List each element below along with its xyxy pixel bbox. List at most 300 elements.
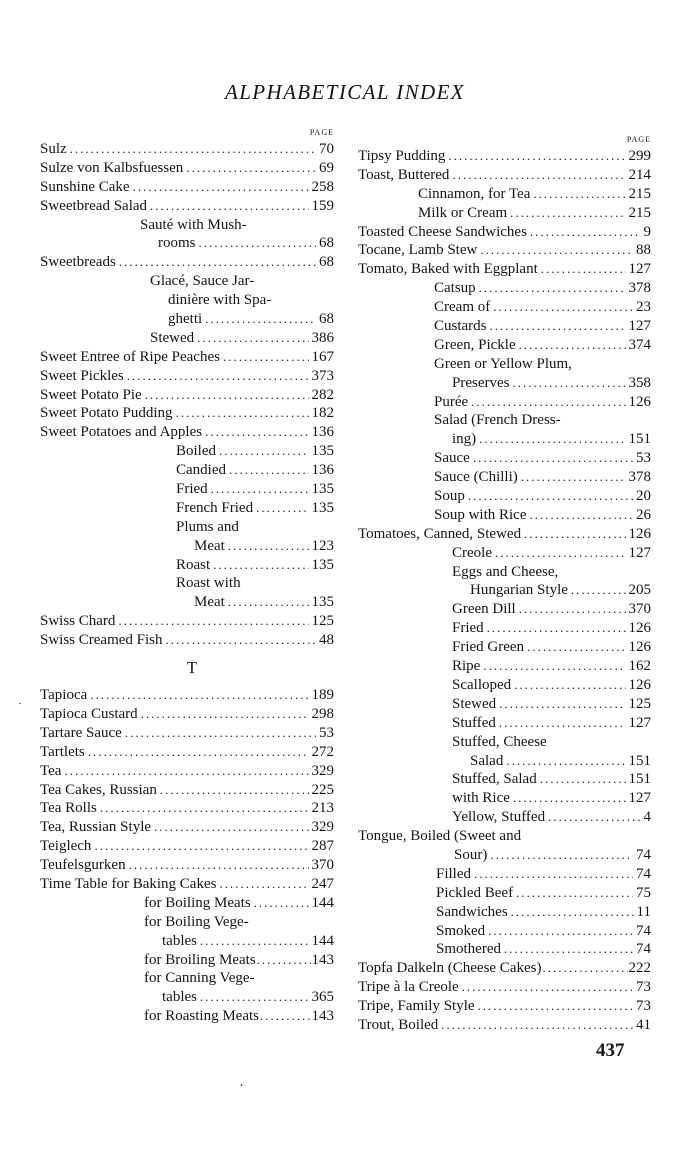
- dot-leader: [571, 581, 626, 600]
- entry-text: with Rice: [452, 790, 510, 807]
- entry-text: Tea Cakes, Russian: [40, 781, 157, 798]
- index-entry: [40, 253, 334, 272]
- entry-page-number: 287: [311, 838, 334, 855]
- entry-page-number: 299: [628, 148, 651, 164]
- index-entry: [358, 147, 651, 166]
- dot-leader: [228, 537, 309, 556]
- index-entry: [358, 468, 651, 487]
- dot-leader: [254, 894, 309, 913]
- entry-text: Plums and: [176, 518, 239, 535]
- index-entry: [358, 922, 651, 941]
- index-entry: [40, 197, 334, 216]
- index-entry: [40, 348, 334, 367]
- index-entry: [40, 612, 334, 631]
- index-entry: [358, 449, 651, 468]
- index-entry: [358, 619, 651, 638]
- entry-page-number: 143: [311, 1008, 334, 1025]
- entry-page-number: 41: [636, 1016, 651, 1033]
- index-entry: [40, 386, 334, 405]
- entry-page-number: 136: [311, 424, 334, 441]
- dot-leader: [519, 600, 626, 619]
- dot-leader: [473, 449, 633, 468]
- entry-text: Catsup: [434, 280, 476, 297]
- index-entry: [358, 185, 651, 204]
- entry-text: for Boiling Meats: [144, 894, 251, 911]
- entry-text: Topfa Dalkeln (Cheese Cakes): [358, 960, 542, 977]
- dot-leader: [487, 619, 626, 638]
- index-entry: [358, 997, 651, 1016]
- entry-page-number: 151: [628, 771, 651, 788]
- entry-text: Tripe, Family Style: [358, 998, 475, 1015]
- entry-page-number: 215: [628, 204, 651, 221]
- entry-text: Time Table for Baking Cakes: [40, 875, 217, 892]
- entry-text: Preserves: [452, 374, 510, 391]
- entry-page-number: 126: [628, 393, 651, 410]
- entry-text: tables: [162, 989, 197, 1006]
- dot-leader: [478, 997, 633, 1016]
- entry-text: Stewed: [452, 695, 497, 712]
- dot-leader: [541, 260, 626, 279]
- entry-page-number: 11: [636, 903, 651, 920]
- entry-text: dinière with Spa-: [168, 292, 272, 309]
- entry-page-number: 162: [628, 658, 651, 675]
- entry-page-number: 386: [311, 329, 334, 346]
- dot-leader: [200, 932, 309, 951]
- index-entry: [358, 317, 651, 336]
- index-entry: [40, 537, 334, 556]
- entry-text: Sweetbread Salad: [40, 197, 148, 214]
- index-entry: [40, 951, 334, 970]
- dot-leader: [468, 487, 633, 506]
- entry-text: Pickled Beef: [436, 884, 514, 901]
- index-entries-left: [40, 140, 334, 1026]
- entry-page-number: 127: [628, 261, 651, 278]
- entry-text: Cinnamon, for Tea: [418, 185, 531, 202]
- dot-leader: [199, 234, 317, 253]
- entry-page-number: 298: [311, 705, 334, 722]
- entry-page-number: 143: [311, 951, 334, 968]
- index-entry: [358, 676, 651, 695]
- dot-leader: [504, 940, 633, 959]
- entry-page-number: 167: [311, 348, 334, 365]
- entry-text: Eggs and Cheese,: [452, 563, 559, 580]
- index-entry: [40, 875, 334, 894]
- dot-leader: [524, 525, 625, 544]
- index-entry: [40, 499, 334, 518]
- index-entry: [358, 600, 651, 619]
- entry-page-number: 374: [628, 336, 651, 353]
- entry-page-number: 225: [311, 781, 334, 798]
- index-entry: [358, 940, 651, 959]
- entry-text: Toast, Buttered: [358, 166, 450, 183]
- entry-page-number: 127: [628, 790, 651, 807]
- entry-page-number: 53: [319, 724, 334, 741]
- entry-text: Tomatoes, Canned, Stewed: [358, 525, 522, 542]
- entry-text: Smoked: [436, 922, 486, 939]
- entry-page-number: 378: [628, 469, 651, 486]
- dot-leader: [205, 310, 316, 329]
- entry-text: Sour): [454, 846, 488, 863]
- dot-leader: [118, 612, 308, 631]
- index-entry: [358, 695, 651, 714]
- entry-text: Creole: [452, 544, 492, 561]
- index-entry: [358, 487, 651, 506]
- dot-leader: [506, 752, 625, 771]
- entry-text: Cream of: [434, 299, 491, 316]
- entry-text: Tapioca: [40, 687, 88, 704]
- entry-page-number: 127: [628, 714, 651, 731]
- index-entry: [358, 430, 651, 449]
- entry-text: Stuffed, Salad: [452, 771, 537, 788]
- entry-text: Tomato, Baked with Eggplant: [358, 261, 538, 278]
- index-entry: [40, 404, 334, 423]
- index-entry: [40, 724, 334, 743]
- entry-page-number: 23: [636, 299, 651, 316]
- dot-leader: [542, 959, 627, 978]
- entry-page-number: 68: [319, 254, 334, 271]
- entry-page-number: 74: [636, 865, 651, 882]
- entry-page-number: 135: [311, 499, 334, 516]
- entry-page-number: 126: [628, 676, 651, 693]
- dot-leader: [488, 922, 633, 941]
- entry-text: for Broiling Meats: [144, 951, 256, 968]
- entry-text: Fried: [452, 620, 484, 637]
- dot-leader: [133, 178, 309, 197]
- entry-text: Stuffed, Cheese: [452, 733, 547, 750]
- dot-leader: [70, 140, 316, 159]
- entry-text: Sulz: [40, 141, 67, 157]
- index-entry: [358, 374, 651, 393]
- entry-page-number: 370: [628, 601, 651, 618]
- index-entry: [40, 423, 334, 442]
- dot-leader: [125, 724, 316, 743]
- dot-leader: [229, 461, 309, 480]
- index-entry: [358, 298, 651, 317]
- dot-leader: [512, 374, 625, 393]
- entry-text: Meat: [194, 537, 225, 554]
- index-entry: [358, 544, 651, 563]
- entry-page-number: 125: [628, 695, 651, 712]
- entry-text: Soup with Rice: [434, 506, 527, 523]
- entry-page-number: 125: [311, 613, 334, 630]
- index-entry: [358, 903, 651, 922]
- entry-text: Roast with: [176, 575, 241, 592]
- index-entry: [358, 959, 651, 978]
- entry-text: Sweet Entree of Ripe Peaches: [40, 348, 220, 365]
- dot-leader: [540, 770, 626, 789]
- entry-text: Tartare Sauce: [40, 724, 122, 741]
- entry-text: Sweet Potato Pie: [40, 386, 142, 403]
- dot-leader: [127, 367, 309, 386]
- index-entry: [358, 638, 651, 657]
- dot-leader: [479, 279, 626, 298]
- entry-text: for Boiling Vege-: [144, 913, 249, 930]
- entry-text: Salad: [470, 752, 504, 769]
- entry-text: Tea, Russian Style: [40, 819, 152, 836]
- entry-text: Boiled: [176, 443, 216, 460]
- entry-page-number: 370: [311, 857, 334, 874]
- entry-page-number: 222: [628, 960, 651, 977]
- entry-text: Toasted Cheese Sandwiches: [358, 223, 527, 240]
- dot-leader: [160, 781, 309, 800]
- entry-page-number: 74: [636, 846, 651, 863]
- entry-page-number: 214: [628, 166, 651, 183]
- dot-leader: [499, 714, 626, 733]
- dot-leader: [145, 386, 309, 405]
- dot-leader: [129, 856, 309, 875]
- dot-leader: [499, 695, 625, 714]
- entry-text: ing): [452, 431, 477, 448]
- dot-leader: [495, 544, 626, 563]
- entry-page-number: 135: [311, 481, 334, 498]
- dot-leader: [154, 818, 308, 837]
- entry-page-number: 365: [311, 989, 334, 1006]
- index-entry: [358, 581, 651, 600]
- entry-text: Fried: [176, 481, 208, 498]
- dot-leader: [150, 197, 308, 216]
- entry-page-number: 272: [311, 743, 334, 760]
- dot-leader: [480, 241, 633, 260]
- entry-text: Roast: [176, 556, 211, 573]
- entry-page-number: 144: [311, 932, 334, 949]
- entry-page-number: 378: [628, 280, 651, 297]
- index-entry: [40, 969, 334, 988]
- entry-text: Teufelsgurken: [40, 857, 126, 874]
- index-entry: [358, 260, 651, 279]
- entry-text: Candied: [176, 462, 226, 479]
- entry-text: for Roasting Meats: [144, 1008, 259, 1025]
- entry-page-number: 151: [628, 431, 651, 448]
- index-entry: [358, 752, 651, 771]
- dot-leader: [490, 317, 626, 336]
- entry-page-number: 70: [319, 141, 334, 157]
- entry-page-number: 329: [311, 819, 334, 836]
- index-entry: [40, 894, 334, 913]
- entry-page-number: 20: [636, 488, 651, 505]
- dot-leader: [511, 903, 634, 922]
- entry-text: tables: [162, 932, 197, 949]
- index-entry: [358, 411, 651, 430]
- index-entry: [358, 204, 651, 223]
- entry-page-number: 151: [628, 752, 651, 769]
- index-entry: [40, 518, 334, 537]
- entry-text: Salad (French Dress-: [434, 412, 561, 429]
- index-entry: [358, 714, 651, 733]
- entry-text: Filled: [436, 865, 472, 882]
- index-entries-right: [358, 147, 651, 1035]
- entry-text: Trout, Boiled: [358, 1016, 439, 1033]
- dot-leader: [119, 253, 316, 272]
- entry-page-number: 73: [636, 998, 651, 1015]
- entry-text: Tea: [40, 762, 62, 779]
- entry-text: Scalloped: [452, 676, 512, 693]
- index-entry: [358, 279, 651, 298]
- dot-leader: [471, 393, 625, 412]
- entry-text: Swiss Chard: [40, 613, 116, 630]
- entry-page-number: 69: [319, 159, 334, 176]
- index-entry: [40, 310, 334, 329]
- dot-leader: [521, 468, 626, 487]
- dot-leader: [452, 166, 625, 185]
- index-entry: [40, 705, 334, 724]
- entry-text: Swiss Creamed Fish: [40, 632, 163, 649]
- dot-leader: [260, 1007, 311, 1026]
- entry-text: Tipsy Pudding: [358, 148, 446, 164]
- entry-text: Tapioca Custard: [40, 705, 138, 722]
- index-entry: [40, 272, 334, 291]
- entry-page-number: 74: [636, 922, 651, 939]
- index-column-right: [358, 126, 651, 1035]
- dot-leader: [186, 159, 316, 178]
- entry-page-number: 182: [311, 405, 334, 422]
- entry-text: ghetti: [168, 311, 203, 328]
- dot-leader: [205, 423, 308, 442]
- index-entry: [358, 355, 651, 374]
- dot-leader: [493, 298, 633, 317]
- entry-text: Green Dill: [452, 601, 516, 618]
- index-entry: [40, 631, 334, 650]
- dot-leader: [513, 789, 626, 808]
- dot-leader: [219, 442, 309, 461]
- dot-leader: [166, 631, 316, 650]
- entry-page-number: 136: [311, 462, 334, 479]
- dot-leader: [88, 743, 309, 762]
- entry-page-number: 127: [628, 318, 651, 335]
- dot-leader: [510, 204, 625, 223]
- entry-text: Sweet Pickles: [40, 367, 124, 384]
- index-entry: [358, 1016, 651, 1035]
- entry-text: Sweet Potato Pudding: [40, 405, 173, 422]
- entry-page-number: 53: [636, 450, 651, 467]
- dot-leader: [219, 875, 308, 894]
- entry-page-number: 68: [319, 235, 334, 252]
- entry-text: Sulze von Kalbsfuessen: [40, 159, 184, 176]
- entry-text: Yellow, Stuffed: [452, 809, 546, 826]
- entry-page-number: 75: [636, 884, 651, 901]
- index-entry: [40, 799, 334, 818]
- dot-leader: [516, 884, 633, 903]
- dot-leader: [94, 837, 308, 856]
- stray-mark: ·: [18, 696, 22, 710]
- entry-page-number: 205: [628, 582, 651, 599]
- page-number: 437: [596, 1040, 625, 1061]
- index-entry: [358, 884, 651, 903]
- dot-leader: [213, 556, 308, 575]
- entry-text: Sweetbreads: [40, 254, 116, 271]
- entry-page-number: 329: [311, 762, 334, 779]
- entry-page-number: 135: [311, 594, 334, 611]
- entry-page-number: 215: [628, 185, 651, 202]
- dot-leader: [490, 846, 633, 865]
- entry-text: Green or Yellow Plum,: [434, 355, 572, 372]
- index-entry: [40, 686, 334, 705]
- index-entry: [358, 336, 651, 355]
- entry-page-number: 189: [311, 687, 334, 704]
- entry-page-number: 373: [311, 367, 334, 384]
- entry-page-number: 135: [311, 556, 334, 573]
- index-entry: [40, 593, 334, 612]
- index-entry: [40, 140, 334, 159]
- entry-page-number: 68: [319, 311, 334, 328]
- entry-text: Sauce: [434, 450, 470, 467]
- entry-page-number: 123: [311, 537, 334, 554]
- entry-text: Glacé, Sauce Jar-: [150, 273, 255, 290]
- dot-leader: [483, 657, 625, 676]
- entry-page-number: 4: [643, 809, 651, 826]
- page-column-label: PAGE: [309, 128, 334, 137]
- entry-text: Ripe: [452, 658, 481, 675]
- entry-text: Sauté with Mush-: [140, 216, 247, 233]
- index-entry: [40, 743, 334, 762]
- index-entry: [40, 329, 334, 348]
- entry-text: for Canning Vege-: [144, 970, 255, 987]
- index-entry: [40, 1007, 334, 1026]
- dot-leader: [256, 499, 308, 518]
- entry-page-number: 126: [628, 525, 651, 542]
- dot-leader: [176, 404, 309, 423]
- entry-text: Green, Pickle: [434, 336, 516, 353]
- index-entry: [40, 234, 334, 253]
- dot-leader: [533, 185, 625, 204]
- dot-leader: [257, 951, 311, 970]
- dot-leader: [462, 978, 633, 997]
- entry-text: Hungarian Style: [470, 582, 568, 599]
- dot-leader: [223, 348, 309, 367]
- dot-leader: [527, 638, 625, 657]
- page-column-label: PAGE: [626, 135, 651, 144]
- index-entry: [358, 563, 651, 582]
- dot-leader: [530, 506, 634, 525]
- index-entry: [358, 789, 651, 808]
- entry-page-number: 258: [311, 178, 334, 195]
- entry-text: Tripe à la Creole: [358, 979, 459, 996]
- index-entry: [358, 770, 651, 789]
- index-entry: [40, 178, 334, 197]
- index-entry: [40, 781, 334, 800]
- entry-text: Sauce (Chilli): [434, 469, 518, 486]
- index-entry: [358, 657, 651, 676]
- entry-text: Tocane, Lamb Stew: [358, 242, 478, 259]
- index-entry: [358, 166, 651, 185]
- dot-leader: [474, 865, 633, 884]
- index-entry: [358, 808, 651, 827]
- dot-leader: [448, 147, 625, 166]
- index-entry: [40, 556, 334, 575]
- index-entry: [40, 291, 334, 310]
- entry-text: Tea Rolls: [40, 800, 97, 817]
- index-entry: [40, 442, 334, 461]
- dot-leader: [514, 676, 625, 695]
- entry-page-number: 358: [628, 374, 651, 391]
- entry-page-number: 73: [636, 979, 651, 996]
- index-column-left: [40, 126, 334, 1026]
- entry-text: French Fried: [176, 499, 254, 516]
- dot-leader: [100, 799, 309, 818]
- entry-page-number: 126: [628, 620, 651, 637]
- entry-text: Custards: [434, 318, 487, 335]
- index-entry: [358, 241, 651, 260]
- index-entry: [40, 480, 334, 499]
- index-entry: [358, 393, 651, 412]
- dot-leader: [211, 480, 309, 499]
- index-entry: [40, 461, 334, 480]
- entry-text: Soup: [434, 488, 465, 505]
- entry-text: Meat: [194, 594, 225, 611]
- entry-page-number: 144: [311, 894, 334, 911]
- index-entry: [40, 762, 334, 781]
- entry-page-number: 135: [311, 443, 334, 460]
- index-entry: [40, 913, 334, 932]
